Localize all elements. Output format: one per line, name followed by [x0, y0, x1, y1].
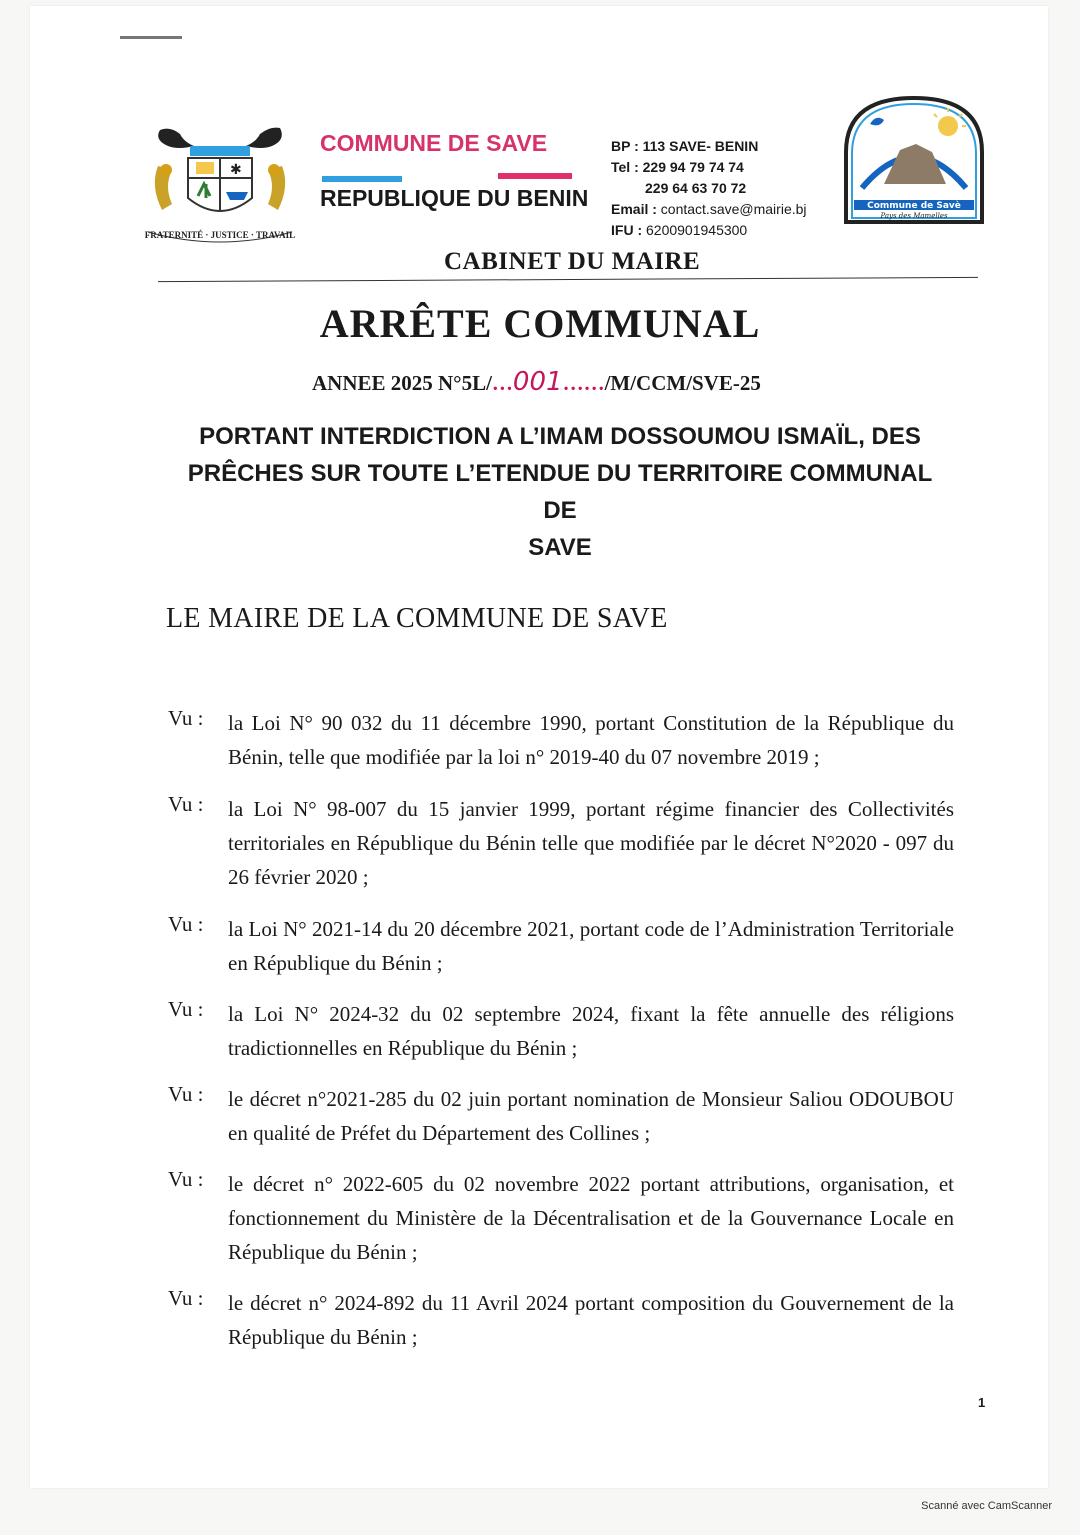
contact-tel2: 229 64 63 70 72 [645, 180, 747, 196]
vu-label: Vu : [168, 1082, 204, 1106]
flag-bar-pink [498, 173, 572, 179]
document-title: ARRÊTE COMMUNAL [319, 301, 761, 346]
logo-text: Commune de Savè [867, 201, 961, 211]
contact-bp: BP : 113 SAVE- BENIN [611, 138, 759, 154]
vu-label: Vu : [168, 912, 204, 936]
scan-mark [120, 36, 182, 39]
reference-number: ANNEE 2025 N°5L/…001……/M/CCM/SVE-25 [312, 367, 761, 397]
vu-item [168, 1286, 954, 1354]
vu-label: Vu : [168, 706, 204, 730]
vu-item [168, 1082, 954, 1150]
contact-email-label: Email : [611, 201, 657, 217]
vu-item [168, 997, 954, 1065]
reference-suffix: /M/CCM/SVE-25 [604, 371, 761, 395]
emblem-motto: FRATERNITÉ · JUSTICE · TRAVAIL [144, 230, 296, 240]
subject-line-1: PORTANT INTERDICTION A L’IMAM DOSSOUMOU ISMAÏL, DES [199, 423, 921, 450]
republic-name: REPUBLIQUE DU BENIN [320, 185, 589, 211]
benin-coat-of-arms-icon [140, 120, 300, 250]
contact-ifu-label: IFU : [611, 222, 643, 238]
vu-text: la Loi N° 2021-14 du 20 décembre 2021, portant code de l’Administration Territoriale en République du Bénin ; [228, 917, 954, 975]
vu-item [168, 706, 954, 774]
contact-email: contact.save@mairie.bj [660, 201, 807, 217]
subject-line-2: PRÊCHES SUR TOUTE L’ETENDUE DU TERRITOIRE COMMUNAL DE [187, 460, 933, 524]
vu-text: la Loi N° 90 032 du 11 décembre 1990, portant Constitution de la République du Bénin, telle que modifiée par la loi n° 2019-40 du 07 novembre 2019 ; [228, 711, 954, 769]
subject-line-3: SAVE [528, 534, 592, 561]
handwritten-number: 001 [512, 367, 563, 397]
reference-prefix: ANNEE 2025 N°5L/ [312, 371, 492, 395]
vu-label: Vu : [168, 792, 204, 816]
cabinet-heading: CABINET DU MAIRE [444, 248, 701, 275]
vu-text: la Loi N° 98-007 du 15 janvier 1999, portant régime financier des Collectivités territoriales en République du Bénin telle que modifiée par le décret N°2020 - 097 du 26 février 2020 ; [228, 797, 954, 889]
commune-name: COMMUNE DE SAVE [320, 130, 548, 156]
contact-tel1: 229 94 79 74 74 [642, 159, 744, 175]
vu-text: le décret n° 2024-892 du 11 Avril 2024 portant composition du Gouvernement de la République du Bénin ; [228, 1291, 954, 1349]
scanner-footer: Scanné avec CamScanner [921, 1500, 1052, 1512]
vu-label: Vu : [168, 1167, 204, 1191]
svg-text:✱: ✱ [230, 162, 242, 178]
vu-item [168, 912, 954, 980]
flag-bar-blue [322, 176, 402, 182]
contact-tel-label: Tel : [611, 159, 639, 175]
vu-item [168, 792, 954, 894]
vu-label: Vu : [168, 997, 204, 1021]
document-subject [170, 418, 950, 566]
contact-ifu: 6200901945300 [646, 222, 748, 238]
vu-text: la Loi N° 2024-32 du 02 septembre 2024, fixant la fête annuelle des réligions tradictionnelles en République du Bénin ; [228, 1002, 954, 1060]
contact-block [611, 136, 807, 241]
logo-subtext: Pays des Mamelles [880, 212, 948, 220]
page-number: 1 [978, 1395, 986, 1410]
vu-item [168, 1167, 954, 1269]
vu-label: Vu : [168, 1286, 204, 1310]
vu-text: le décret n°2021-285 du 02 juin portant nomination de Monsieur Saliou ODOUBOU en qualité de Préfet du Département des Collines ; [228, 1087, 954, 1145]
vu-text: le décret n° 2022-605 du 02 novembre 2022 portant attributions, organisation, et fonctionnement du Ministère de la Décentralisation et de la Gouvernance Locale en République du Bénin ; [228, 1172, 954, 1264]
commune-save-logo-icon [840, 92, 988, 228]
maire-heading: LE MAIRE DE LA COMMUNE DE SAVE [166, 603, 668, 634]
